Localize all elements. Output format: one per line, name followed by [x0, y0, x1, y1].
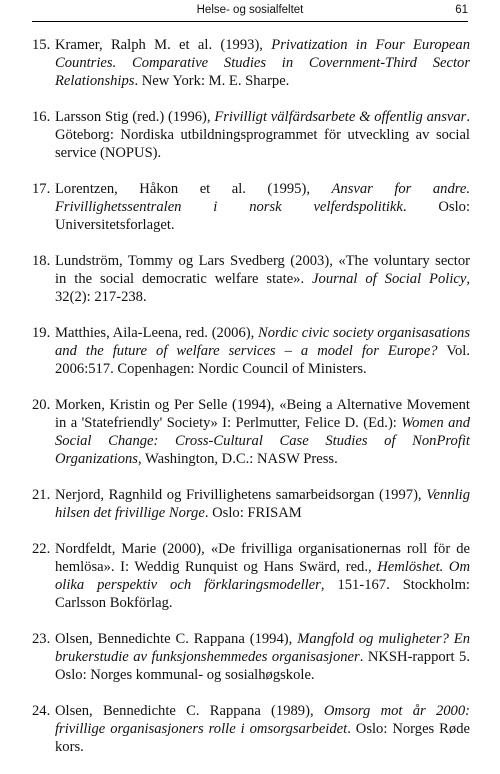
- reference-segment: Lorentzen, Håkon et al. (1995),: [55, 181, 332, 197]
- reference-segment: . Oslo: FRISAM: [204, 505, 302, 521]
- reference-title: Women and Social Change: Cross-Cultural Case Studies of NonProfit Organizations: [55, 415, 471, 467]
- reference-number: 20.: [32, 397, 51, 413]
- reference-segment: . Göteborg: Nordiska utbildningsprogrammet för utveckling av social service (NOPUS).: [55, 109, 470, 161]
- reference-title: Vennlig hilsen det frivillige Norge: [55, 487, 470, 521]
- reference-list: [32, 36, 470, 774]
- running-header: [32, 3, 468, 22]
- reference-item: [32, 108, 470, 162]
- reference-segment: Nerjord, Ragnhild og Frivillighetens samarbeidsorgan (1997),: [55, 487, 427, 503]
- reference-text: [55, 37, 470, 89]
- reference-segment: Kramer, Ralph M. et al. (1993),: [55, 37, 272, 53]
- reference-text: [55, 703, 470, 755]
- running-header-title: Helse- og sosialfeltet: [196, 4, 304, 16]
- reference-text: [55, 631, 470, 683]
- page-number: 61: [455, 4, 468, 16]
- reference-text: [55, 253, 470, 305]
- reference-segment: Lundström, Tommy og Lars Svedberg (2003), «The voluntary sector in the social democratic welfare state».: [55, 253, 470, 287]
- reference-number: 18.: [32, 253, 51, 269]
- reference-title: Journal of Social Policy: [312, 271, 467, 287]
- reference-text: [55, 487, 470, 521]
- reference-segment: , 151-167. Stockholm: Carlsson Bokförlag.: [55, 577, 470, 611]
- reference-text: [55, 397, 470, 467]
- reference-number: 23.: [32, 631, 51, 647]
- reference-item: [32, 486, 470, 522]
- reference-segment: Matthies, Aila-Leena, red. (2006),: [55, 325, 258, 341]
- reference-segment: . New York: M. E. Sharpe.: [134, 73, 290, 89]
- reference-item: [32, 540, 470, 612]
- reference-segment: Larsson Stig (red.) (1996),: [55, 109, 215, 125]
- reference-title: Ansvar for andre. Frivillighetssentralen i norsk velferdspolitikk: [55, 181, 471, 215]
- reference-number: 15.: [32, 37, 51, 53]
- reference-item: [32, 180, 470, 234]
- reference-segment: Morken, Kristin og Per Selle (1994), «Being a Alternative Movement in a 'Statefriendly' Society» I: Perlmutter, Felice D. (Ed.):: [55, 397, 470, 431]
- reference-segment: Olsen, Bennedichte C. Rappana (1994),: [55, 631, 298, 647]
- reference-segment: Olsen, Bennedichte C. Rappana (1989),: [55, 703, 324, 719]
- reference-number: 22.: [32, 541, 51, 557]
- reference-text: [55, 181, 470, 233]
- reference-segment: Vol. 2006:517. Copenhagen: Nordic Council of Ministers.: [55, 343, 470, 377]
- reference-segment: , Washington, D.C.: NASW Press.: [137, 451, 338, 467]
- reference-item: [32, 324, 470, 378]
- reference-item: [32, 252, 470, 306]
- reference-number: 17.: [32, 181, 51, 197]
- reference-segment: . NKSH-rapport 5. Oslo: Norges kommunal- og sosialhøgskole.: [55, 649, 470, 683]
- reference-item: [32, 396, 470, 468]
- reference-segment: Nordfeldt, Marie (2000), «De frivilliga organisationernas roll för de hemlösa». I: Weddig Runquist og Hans Swärd, red.,: [55, 541, 470, 575]
- reference-text: [55, 325, 470, 377]
- reference-text: [55, 541, 470, 611]
- reference-title: Mangfold og muligheter? En brukerstudie av funksjonshemmedes organisasjoner: [55, 631, 470, 665]
- reference-number: 24.: [32, 703, 51, 719]
- reference-title: Nordic civic society organisasations and the future of welfare services – a model for Europe?: [55, 325, 470, 359]
- reference-segment: , 32(2): 217-238.: [55, 271, 470, 305]
- reference-item: [32, 702, 470, 756]
- reference-number: 21.: [32, 487, 51, 503]
- reference-title: Frivilligt välfärdsarbete & offentlig ansvar: [214, 109, 467, 125]
- reference-number: 19.: [32, 325, 51, 341]
- reference-title: Omsorg mot år 2000: frivillige organisasjoners rolle i omsorgsarbeidet: [55, 703, 470, 737]
- reference-item: [32, 36, 470, 90]
- reference-title: Privatization in Four European Countries. Comparative Studies in Covernment-Third Sector Relationships: [55, 37, 470, 89]
- reference-title: Hemlöshet. Om olika perspektiv och förklaringsmodeller: [55, 559, 470, 593]
- reference-segment: . Oslo: Universitetsforlaget.: [55, 199, 470, 233]
- reference-number: 16.: [32, 109, 51, 125]
- reference-text: [55, 109, 470, 161]
- reference-segment: . Oslo: Norges Røde kors.: [55, 721, 470, 755]
